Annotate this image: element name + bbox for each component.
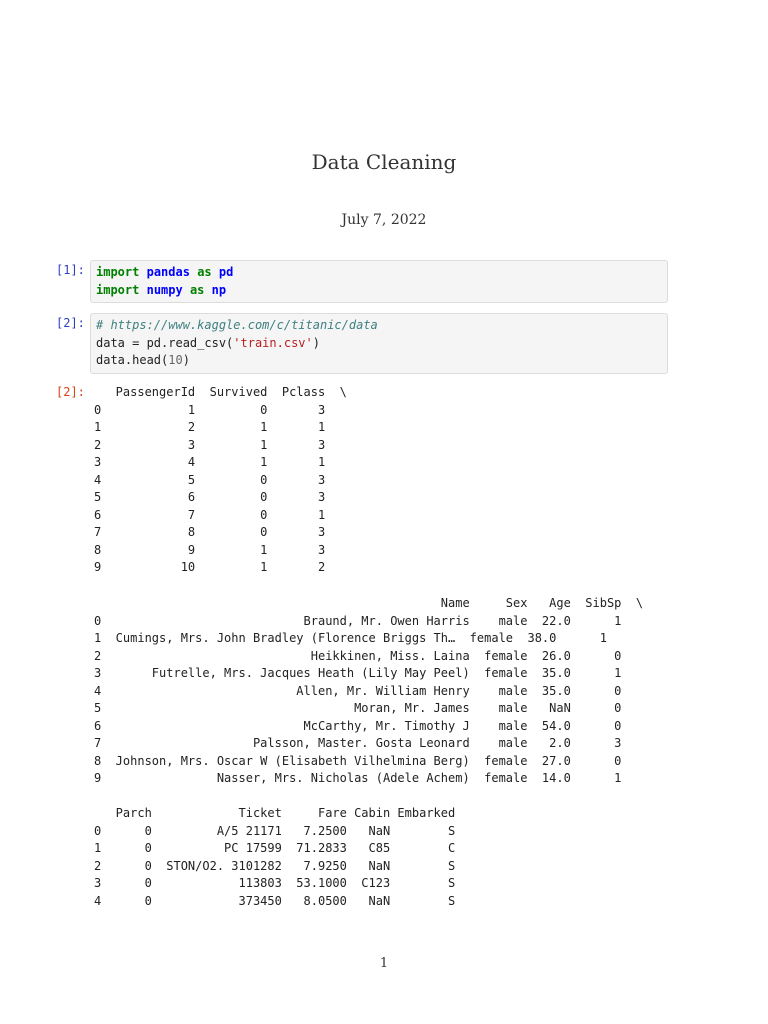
dataframe-header-row: Parch Ticket Fare Cabin Embarked <box>94 806 456 820</box>
code-token: ) <box>312 335 320 350</box>
code-token <box>139 283 146 297</box>
dataframe-row: 0 Braund, Mr. Owen Harris male 22.0 1 <box>94 613 622 628</box>
code-line <box>96 264 663 282</box>
code-line <box>96 352 663 370</box>
dataframe-output-block-2 <box>94 595 643 788</box>
dataframe-row: 0 0 A/5 21171 7.2500 NaN S <box>94 823 456 838</box>
dataframe-row: 1 Cumings, Mrs. John Bradley (Florence Briggs Th… female 38.0 1 <box>94 631 607 645</box>
code-token <box>183 283 190 297</box>
code-token: as <box>189 282 205 297</box>
dataframe-row: 4 5 0 3 <box>94 472 326 487</box>
code-token: pandas <box>146 265 190 279</box>
document-title: Data Cleaning <box>311 150 457 174</box>
dataframe-row: 9 10 1 2 <box>94 560 326 574</box>
input-prompt-1: [1]: <box>56 263 85 277</box>
code-token: data.head( <box>96 353 169 367</box>
code-line <box>96 282 663 300</box>
dataframe-output-block-3 <box>94 805 455 910</box>
dataframe-row: 2 3 1 3 <box>94 437 326 452</box>
dataframe-row: 8 9 1 3 <box>94 542 326 557</box>
dataframe-row: 5 6 0 3 <box>94 490 326 504</box>
code-cell-1[interactable] <box>90 260 668 303</box>
code-token: 10 <box>168 353 183 367</box>
code-token <box>212 265 219 279</box>
code-cell-2[interactable] <box>90 313 668 374</box>
dataframe-row: 2 Heikkinen, Miss. Laina female 26.0 0 <box>94 648 622 663</box>
code-token: data = pd.read_csv( <box>96 335 234 350</box>
code-line <box>96 335 663 353</box>
code-token <box>139 265 146 279</box>
document-date: July 7, 2022 <box>341 212 427 228</box>
code-token: pd <box>218 265 234 279</box>
dataframe-row: 4 0 373450 8.0500 NaN S <box>94 893 456 908</box>
code-token: import <box>96 265 140 279</box>
dataframe-row: 3 0 113803 53.1000 C123 S <box>94 876 456 890</box>
code-token <box>204 283 211 297</box>
code-token: # https://www.kaggle.com/c/titanic/data <box>96 318 378 332</box>
dataframe-row: 7 Palsson, Master. Gosta Leonard male 2.0 3 <box>94 736 622 750</box>
code-token: 'train.csv' <box>233 335 313 350</box>
dataframe-row: 6 McCarthy, Mr. Timothy J male 54.0 0 <box>94 718 622 733</box>
dataframe-row: 4 Allen, Mr. William Henry male 35.0 0 <box>94 683 622 698</box>
dataframe-row: 1 2 1 1 <box>94 420 326 434</box>
code-token: import <box>96 282 140 297</box>
dataframe-row: 8 Johnson, Mrs. Oscar W (Elisabeth Vilhelmina Berg) female 27.0 0 <box>94 753 622 768</box>
dataframe-header-row: Name Sex Age SibSp \ <box>94 596 644 610</box>
code-line <box>96 317 663 335</box>
dataframe-row: 7 8 0 3 <box>94 525 326 539</box>
dataframe-row: 9 Nasser, Mrs. Nicholas (Adele Achem) female 14.0 1 <box>94 771 622 785</box>
dataframe-row: 1 0 PC 17599 71.2833 C85 C <box>94 841 456 855</box>
dataframe-row: 3 4 1 1 <box>94 455 326 469</box>
dataframe-header-row: PassengerId Survived Pclass \ <box>94 385 347 399</box>
code-token: as <box>197 265 212 279</box>
dataframe-row: 0 1 0 3 <box>94 402 326 417</box>
code-token: numpy <box>146 282 183 297</box>
dataframe-row: 3 Futrelle, Mrs. Jacques Heath (Lily May Peel) female 35.0 1 <box>94 666 622 680</box>
dataframe-row: 2 0 STON/O2. 3101282 7.9250 NaN S <box>94 858 456 873</box>
dataframe-row: 6 7 0 1 <box>94 507 326 522</box>
page-number: 1 <box>379 956 389 971</box>
dataframe-row: 5 Moran, Mr. James male NaN 0 <box>94 701 622 715</box>
dataframe-output-block-1 <box>94 384 347 577</box>
input-prompt-2: [2]: <box>56 316 85 330</box>
code-token: np <box>211 282 227 297</box>
code-token: ) <box>182 353 190 367</box>
output-prompt: [2]: <box>56 385 85 399</box>
